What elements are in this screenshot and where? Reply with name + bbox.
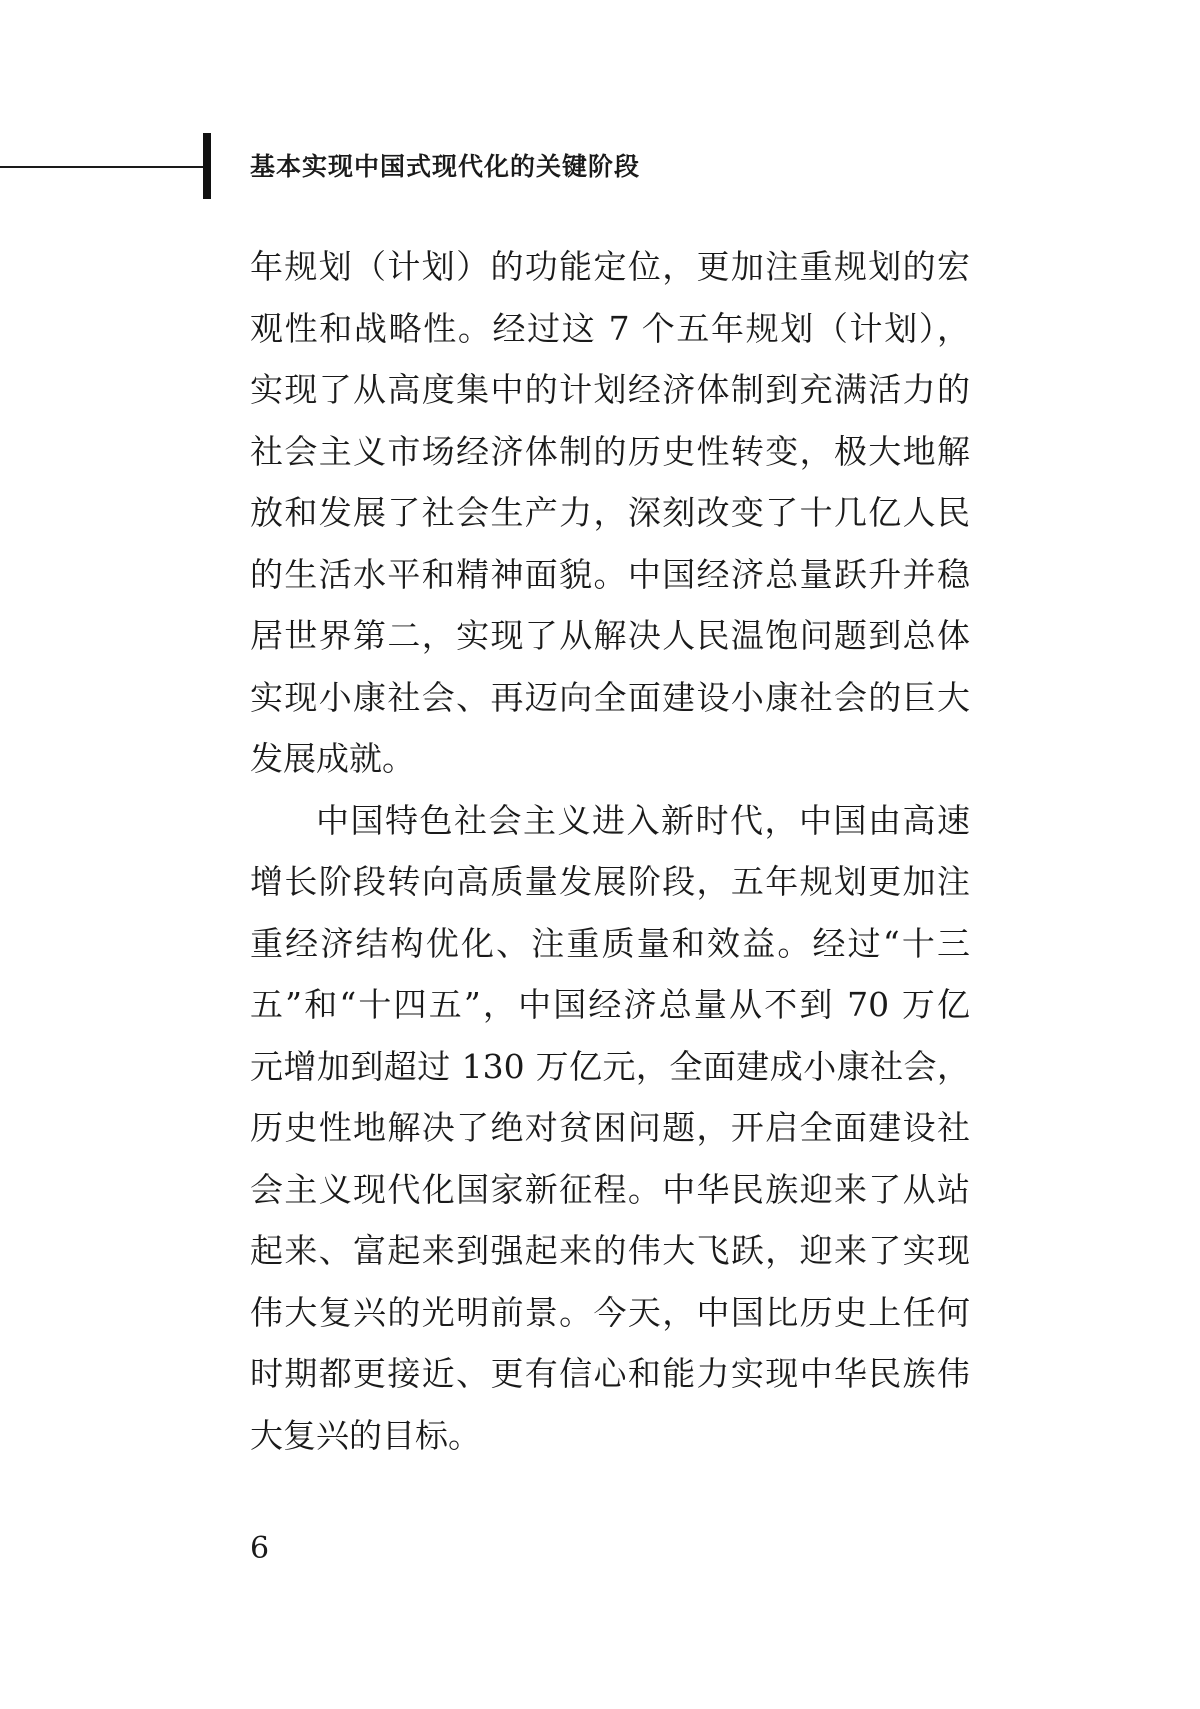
text-line: 五”和“十四五”，中国经济总量从不到 70 万亿 bbox=[250, 985, 970, 1024]
text-line: 元增加到超过 130 万亿元，全面建成小康社会， bbox=[250, 1046, 970, 1086]
text-line: 社会主义市场经济体制的历史性转变，极大地解 bbox=[250, 431, 970, 471]
text-line: 伟大复兴的光明前景。今天，中国比历史上任何 bbox=[250, 1292, 970, 1332]
text-line: 增长阶段转向高质量发展阶段，五年规划更加注 bbox=[250, 862, 970, 901]
text-line: 历史性地解决了绝对贫困问题，开启全面建设社 bbox=[250, 1108, 970, 1147]
text-line: 时期都更接近、更有信心和能力实现中华民族伟 bbox=[250, 1354, 970, 1393]
text-line: 起来、富起来到强起来的伟大飞跃，迎来了实现 bbox=[250, 1231, 970, 1270]
running-head-bar bbox=[203, 133, 211, 199]
text-line: 年规划（计划）的功能定位，更加注重规划的宏 bbox=[250, 247, 970, 286]
text-line: 观性和战略性。经过这 7 个五年规划（计划）， bbox=[250, 308, 970, 348]
text-line: 会主义现代化国家新征程。中华民族迎来了从站 bbox=[250, 1169, 970, 1209]
text-line: 发展成就。 bbox=[250, 739, 415, 778]
page-number: 6 bbox=[250, 1531, 270, 1566]
text-line: 实现了从高度集中的计划经济体制到充满活力的 bbox=[250, 370, 970, 409]
text-line: 居世界第二，实现了从解决人民温饱问题到总体 bbox=[250, 616, 970, 655]
text-line: 实现小康社会、再迈向全面建设小康社会的巨大 bbox=[250, 677, 970, 717]
body-text bbox=[250, 236, 970, 1466]
text-line: 中国特色社会主义进入新时代，中国由高速 bbox=[316, 800, 970, 840]
text-line: 重经济结构优化、注重质量和效益。经过“十三 bbox=[250, 923, 970, 963]
running-head-rule bbox=[0, 166, 205, 168]
text-line: 放和发展了社会生产力，深刻改变了十几亿人民 bbox=[250, 493, 970, 532]
text-line: 大复兴的目标。 bbox=[250, 1415, 481, 1455]
text-line: 的生活水平和精神面貌。中国经济总量跃升并稳 bbox=[250, 554, 970, 594]
running-head-title: 基本实现中国式现代化的关键阶段 bbox=[250, 152, 641, 181]
